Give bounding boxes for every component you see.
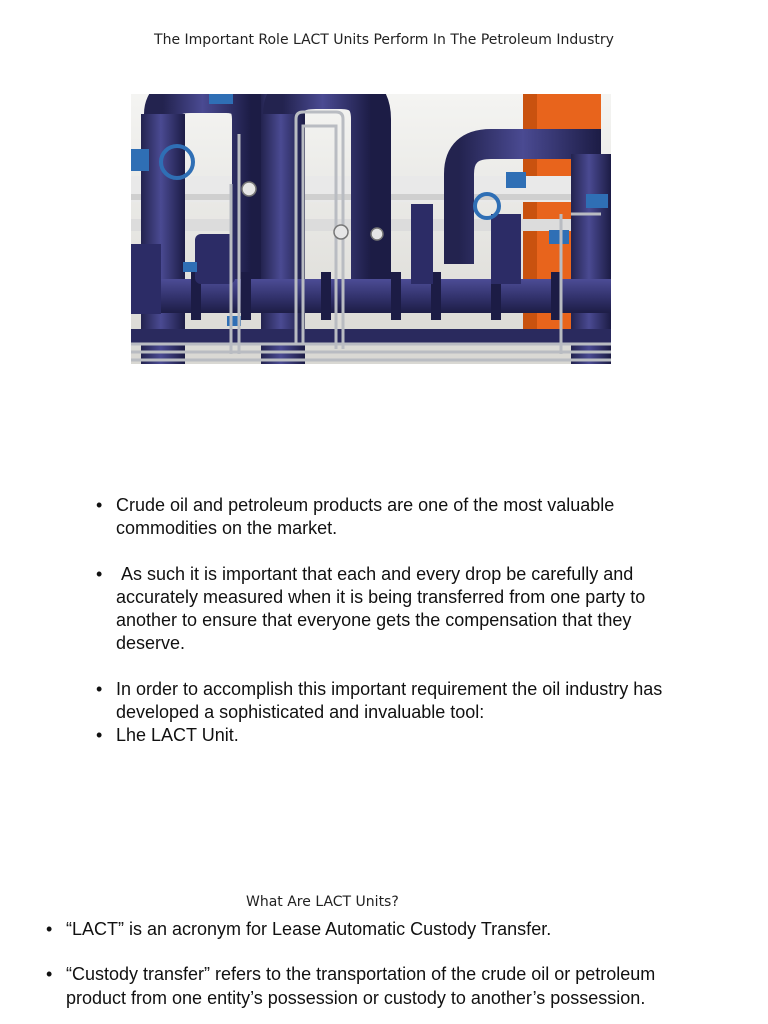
list-item-text: In order to accomplish this important requirement the oil industry has developed a sophisticated and invaluable tool: <box>116 679 663 722</box>
bullet-icon: • <box>96 495 103 515</box>
bullet-icon: • <box>96 679 103 699</box>
list-item-text: Crude oil and petroleum products are one of the most valuable commodities on the market. <box>116 495 615 538</box>
bullet-icon: • <box>96 725 103 745</box>
bullet-icon: • <box>46 919 53 939</box>
list-item <box>96 563 686 655</box>
list-item-text: Lhe LACT Unit. <box>116 725 239 745</box>
key-points-list <box>96 494 686 747</box>
list-item <box>96 724 686 747</box>
pipeline-illustration <box>131 94 611 364</box>
slide-title: The Important Role LACT Units Perform In The Petroleum Industry <box>154 32 614 48</box>
list-item <box>46 917 706 941</box>
list-item <box>96 494 686 540</box>
definition-list <box>46 917 706 1010</box>
bullet-icon: • <box>96 564 103 584</box>
list-item-text: As such it is important that each and every drop be carefully and accurately measured when it is being transferred from one party to another to ensure that everyone gets the compensation that they deserve. <box>116 564 651 653</box>
list-item-text: “Custody transfer” refers to the transportation of the crude oil or petroleum product from one entity’s possession or custody to another’s possession. <box>66 964 656 1008</box>
pipeline-photo <box>131 94 611 364</box>
bullet-icon: • <box>46 964 53 984</box>
section-title: What Are LACT Units? <box>246 894 399 910</box>
list-item-text: “LACT” is an acronym for Lease Automatic Custody Transfer. <box>66 919 552 939</box>
list-item <box>46 962 706 1010</box>
list-item <box>96 678 686 724</box>
